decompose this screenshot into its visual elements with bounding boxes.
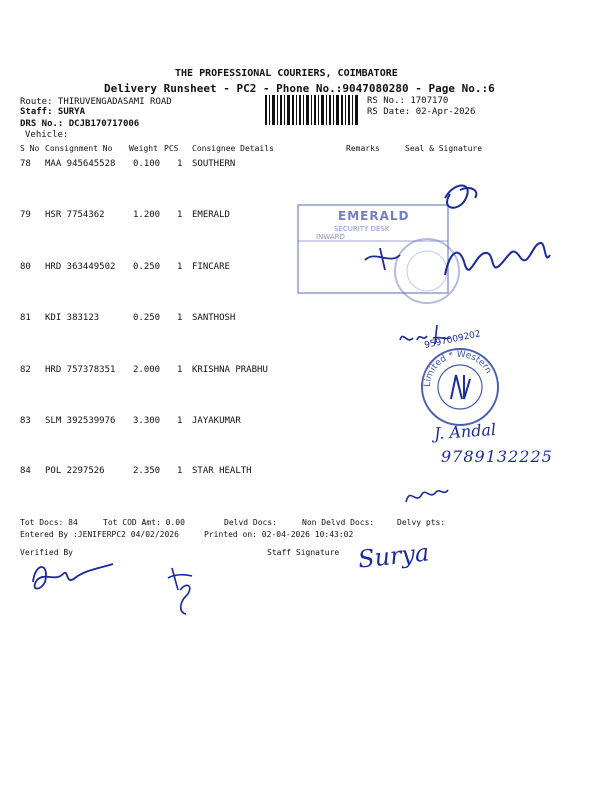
signature-row84 [402, 478, 452, 508]
row-pcs: 1 [177, 262, 183, 272]
row-weight: 0.250 [133, 313, 161, 323]
row80-sign-text: Sudha [440, 225, 444, 226]
verified-by-signature [25, 552, 120, 597]
row-consignment: SLM 392539976 [45, 416, 116, 426]
signature-row81 [395, 300, 535, 360]
col-consignee: Consignee Details [192, 144, 274, 153]
row-pcs: 1 [177, 365, 183, 375]
vehicle: Vehicle: [25, 130, 69, 140]
row-weight: 2.350 [133, 466, 161, 476]
row-consignment: MAA 945645528 [45, 159, 116, 169]
row-pcs: 1 [177, 313, 183, 323]
barcode [265, 95, 360, 125]
row-consignment: POL 2297526 [45, 466, 105, 476]
row-weight: 2.000 [133, 365, 161, 375]
row-weight: 3.300 [133, 416, 161, 426]
row-consignee: JAYAKUMAR [192, 416, 241, 426]
row-sno: 80 [20, 262, 31, 272]
company-title: THE PROFESSIONAL COURIERS, COIMBATORE [175, 68, 398, 79]
printed-on: Printed on: 02-04-2026 10:43:02 [204, 530, 354, 539]
drs-number: DRS No.: DCJB170717006 [20, 119, 140, 129]
row-sno: 84 [20, 466, 31, 476]
delivered-docs: Delvd Docs: [224, 518, 277, 527]
staff: Staff: SURYA [20, 107, 86, 117]
emerald-stamp-line3: INWARD [316, 233, 345, 241]
verified-by-initials [160, 560, 205, 620]
emerald-stamp-title: EMERALD [338, 209, 410, 223]
staff-signature-label: Staff Signature [267, 548, 340, 557]
row-sno: 78 [20, 159, 31, 169]
runsheet-title: Delivery Runsheet - PC2 - Phone No.:9047080280 - Page No.:6 [104, 82, 495, 95]
row-sno: 79 [20, 210, 31, 220]
col-remarks: Remarks [346, 144, 380, 153]
row-consignment: HSR 7754362 [45, 210, 105, 220]
row-pcs: 1 [177, 210, 183, 220]
row-consignee: KRISHNA PRABHU [192, 365, 268, 375]
col-weight: Weight [129, 144, 158, 153]
verified-by-label: Verified By [20, 548, 73, 557]
total-cod-amount: Tot COD Amt: 0.00 [103, 518, 185, 527]
delivery-points: Delvy pts: [397, 518, 446, 527]
col-sno: S No [20, 144, 40, 153]
col-pcs: PCS [164, 144, 179, 153]
rs-date: RS Date: 02-Apr-2026 [367, 107, 476, 117]
col-seal-signature: Seal & Signature [405, 144, 483, 153]
staff-handwritten-signature: Surya [356, 538, 431, 574]
row83-handwritten-phone: 9789132225 [441, 447, 553, 466]
signature-row80 [440, 225, 560, 295]
row-weight: 1.200 [133, 210, 161, 220]
row-pcs: 1 [177, 416, 183, 426]
col-consignment: Consignment No [45, 144, 113, 153]
row-consignee: SOUTHERN [192, 159, 236, 169]
row83-handwritten-name: J. Andal [433, 419, 497, 444]
row-pcs: 1 [177, 159, 183, 169]
rs-number: RS No.: 1707170 [367, 96, 449, 106]
row-consignment: HRD 363449502 [45, 262, 116, 272]
row-consignee: EMERALD [192, 210, 230, 220]
row-consignment: HRD 757378351 [45, 365, 116, 375]
emerald-stamp-line2: SECURITY DESK [334, 225, 390, 233]
row-consignee: SANTHOSH [192, 313, 236, 323]
row81-phone: 9597009202 [423, 329, 482, 351]
row-weight: 0.100 [133, 159, 161, 169]
total-docs: Tot Docs: 84 [20, 518, 78, 527]
row-consignee: FINCARE [192, 262, 230, 272]
row-sno: 81 [20, 313, 31, 323]
row-consignment: KDI 383123 [45, 313, 100, 323]
route: Route: THIRUVENGADASAMI ROAD [20, 97, 172, 107]
row-weight: 0.250 [133, 262, 161, 272]
row-sno: 83 [20, 416, 31, 426]
row-sno: 82 [20, 365, 31, 375]
row-consignee: STAR HEALTH [192, 466, 252, 476]
entered-by: Entered By :JENIFERPC2 04/02/2026 [20, 530, 179, 539]
round-stamp-text: Limited * Western [422, 349, 494, 388]
non-delivered-docs: Non Delvd Docs: [302, 518, 375, 527]
row-pcs: 1 [177, 466, 183, 476]
